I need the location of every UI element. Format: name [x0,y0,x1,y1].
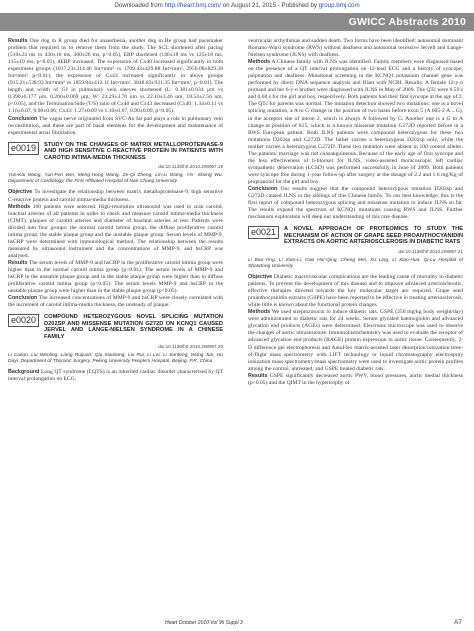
abstract-header-e0019 [8,142,223,162]
right-column [248,38,463,387]
page-number: A7 [454,619,462,626]
methods-paragraph-e0020 [248,59,463,186]
objective-text: To investigate the relationship between matrix metalloproteinase-9, high sensitive C-reactive protein and carotid intima-media thickness. [8,189,223,203]
left-column [8,38,223,383]
abstract-id: e0021 [248,226,279,239]
download-banner [0,2,474,9]
conclusion-paragraph-e0019 [8,295,223,309]
results-text: GSPE significantly decreased aortic PWV, blood pressures, aortic medial thickness (p<0.05) and the QIMT in the hypertrophy of [248,372,463,386]
abstract-header-e0021 [248,226,463,246]
methods-paragraph-e0021 [248,309,463,372]
objective-text: Diabetic macrovascular complications are the leading cause of mortality in diabetic patients. To prevent the development of this disease and to improve advanced arteriosclerotic, effective therapies directed towards the key molecular target are required. Grape seed proanthocyanidin extracts (GSPE) have been reported to be effective in treating arteriosclerosis, while little is known about the functional protein changes. [248,274,463,309]
objective-label: Objective [8,189,33,196]
objective-paragraph-e0021 [248,274,463,309]
abstract-authors: Li Culian, Liu Wenling, Liang Ruijuan, Qiu Xiaoliang, Liu Rui, Li Lei, Li Jianfeng, Wang Jun, Hu Dayi. Department of Thoracic Surgery, Peking University People's Hospital, Beijing, P.R. China [8,352,223,364]
results-label: Results [8,259,28,266]
conclusion-text: Our results suggest that the compound heterozygous mutation D202sp and G272D caused JLNS in the siblings of this Chinese family. To our best knowledge, this is the first report of compound heterozygous splicing and missense mutation to induce JLNS so far. The results expand the spectrum of KCNQ1 mutations causing RWS and JLNS. Further mechanism exploration will deep our understanding of this rare disease. [248,185,463,221]
results-paragraph [8,38,223,116]
methods-text: A Chinese family with JLNS was identified. Family members were diagnosed based on the presence of a QT interval prolongation on 12-lead ECG and a history of syncope, palpitation and deafness. Mutational screening in the KCNQ1 potassium channel gene was performed by direct DNA sequence analysis and Blast with NCBI. Results: A female 12-y-o proband and her 6-y-o brother were diagnosed with JLNS in May of 2009. The QTc were 0.59 s and 0.60 s for the girl and boy, respectively. Both patients had their first syncope at the age of 2. The QTc for parents was normal. The mutation detection showed two mutations: one is a novel splicing mutation, a A to G change in the position of two bases before exon 5 (A 605-2 A→G), in the acceptor site of intron 2, which is always A followed by G. Another one is a G to A change at position of 815, which is a known missense mutation G272D reported before in a RWS European patient. Both JLNS patients were compound heterozygous for these two mutations D202sp and G272D. The father carries a heterozygous D202sp only, while the mother carries a heterozygous G272D. These two mutation were absent in 100 control alleles. The patients' marriage was not consanguineous. Because of the early age of first syncope and the less effectiveness of b-blocker for JLNS, video-assisted thoracoscopic left cardiac sympathetic denervation (LCSD) was performed successfully in June of 2009. Both patients were syncope free during 1-year follow-up after surgery at the dosage of 2.2 and 1.6 mg/Kg of propranolol for the girl and boy. [248,59,463,185]
abstract-id: e0020 [8,314,39,327]
abstract-title: A NOVEL APPROACH OF PROTEOMICS TO STUDY THE MECHANISM OF ACTION OF GRAPE SEED PROANTHOCYANIDIN EXTRACTS ON AORTIC ARTERIOSCLEROSIS IN DIABETIC RATS [284,226,463,246]
objective-label: Objective [248,274,273,281]
methods-text: We used streptozotocin to induce diabetic rats. GSPE (250 mg/kg body weight/day) were administrated to diabetic rats for 24 weeks. Serum glycated haemoglobin and advanced glycation end products (AGEs) were determined. Electronic microscope was used to observe the changes of aortic ultrastructure. Immunohistochemistry was used to evaluate the receptor of advanced glycation end products (RAGE) protein expression in aortic tissue. Consequently, 2-D difference gel electrophoresis and AutoFlex matrix-assisted laser desorption/ionization time-of-flight mass spectrometry with LIFT technology or liquid chromatography electrospray ionization mass spectrometry/mass spectrometry were used to investigate aortic protein profiles among the control, untreated, and GSPE treated diabetic rats. [248,309,463,372]
results-paragraph-e0019 [8,260,223,295]
abstract-doi: doi:10.1136/hrt.2010.208967.21 [398,249,463,254]
conclusion-label: Conclusion [8,115,38,122]
results-paragraph-e0021 [248,373,463,387]
abstract-authors: Li Bao-Ying, Li Xiao-Li, Gao Hai-Qing, Cheng Mei, Xu Ling, Li Xian-Hua. Qi-Lu Hospital of Shandong University [248,258,463,270]
methods-label: Methods [248,59,271,66]
methods-label: Methods [8,203,31,210]
conclusion-paragraph-e0020 [248,186,463,221]
methods-text: 100 patients were selected. High-resolution ultrasound was used to scan carotid, brachial arteries of all patients in order to check and measure carotid intima-media thickness (CIMT), plaques of carotid arteries and diameter of brachial arteries at rest. Patients were divided into four groups: the normal carotid intima group, the diffuse proliferative carotid intima group, the stable plaque group and the unstable plaque group. Serum levels of MMP-9, hsCRP were determined with immunological method. The relationship between the results measured by ultrasound instrument and the concentrations of MMP-9, and hsCRP was analysed. [8,203,224,259]
background-text: Long QT syndrome (LQTS) is an inherited cardiac disorder characterised by QT interval prolongation on ECG, [8,368,223,382]
conclusion-text: The vagus nerve originated from SVC-Ao fat pad plays a role in pulmonary vein reconstitution, and these are part of basal elements for the development and maintenance of experimental atrial fibrillation. [8,115,223,136]
download-prefix: Downloaded from [114,2,163,9]
publisher-link[interactable]: group.bmj.com [318,2,360,9]
journal-footer: Heart October 2010 Vol 96 Suppl 3 [165,620,243,626]
conclusion-paragraph [8,116,223,137]
results-label: Results [248,372,268,379]
methods-paragraph [8,204,223,260]
continued-paragraph: ventricular arrhythmias and sudden death. Two forms have been identified: autosomal dominant Romano-Ward syndrome (RWS) without deafness and autosomal recessive Jervell and Lange-Nielsen syndrome (JLNS) with deafness. [248,38,463,59]
journal-header-bar [0,13,474,31]
results-text: The serum levels of MMP-9 and hsCRP in the proliferative carotid intima group were higher than in the normal carotid intima group (p<0.01). The serum levels of MMP-9 and hsCRP in the unstable plaque group and in the stable plaque group were higher than in diffuse proliferative carotid intima group (p<0.05). The serum levels MMP-9 and hsCRP in the unstable plaque group were higher than in the stable plaque group (p<0.05). [8,259,223,295]
results-text: One dog in R group died for anaesthesia, another dog in Re group had pacemaker problem that required us to remove them from the study. The SCL shortened after pacing (510±24 ms vs 430±18 ms, 300±26 ms, p<0.05), ERP shortened (146±18 ms vs 125±18 ms, 115±19 ms, p<0.01), dERP increased. The expression of Cx40 increased significantly in both experiment groups (1017.23±314.46 Int×mm² vs 1709.43±429.88 Int×mm², 2956.08±829.38 Int×mm² p<0.01), the expression of Cx43 increased significantly in above groups (915.21±538.93 Int×mm² vs 1859.94±412.11 Int×mm², 3048.83±931.35 Int×mm², p<0.01). The length and width of GJ in pulmonary vein sleeves shortened (L: 0.381±0.034 μm vs 0.390±0.177 μm, 0.260±0.069 μm; W: 23.29±3.70 nm vs 22.10±3.46 nm, 18.54±2.56 nm, p<0.05), and the Termination/Side (T/S) ratio of Cx40 and Cx43 decreased (Cx40: 1.34±0.11 vs 1.16±0.07, 0.98±0.06; Cx43: 1.27±0.09 vs 1.10±0.07, 0.90±0.09, p<0.05). [8,38,223,115]
abstract-doi: doi:10.1136/hrt.2010.208967.19 [158,164,223,170]
methods-label: Methods [248,309,271,316]
download-url-link[interactable]: http://heart.bmj.com/ [164,2,221,9]
results-label: Results [8,38,28,44]
conclusion-label: Conclusion [8,295,38,302]
download-middle: on August 21, 2015 - Published by [222,2,317,9]
background-paragraph [8,369,223,383]
abstract-id: e0019 [8,142,39,155]
abstract-title: STUDY ON THE CHANGES OF MATRIX METALLOPROTEINASE-9 AND HIGH SENSITIVE C-REACTIVE PROTEIN IN PATIENTS WITH CAROTID INTIMA-MEDIA THICKNESS [44,141,223,161]
background-label: Background [8,368,40,375]
abstract-authors: Yun-Kai Wang, Yun-Fen Wei, Meng-Hong Wang, Ze-Qi Zheng, Lin-Li Wang, Yin- Sheng Wu. Department of Cardiology, the First Affiliated Hospital of Nan Chang University [8,173,223,185]
abstract-header-e0020 [8,314,223,340]
abstract-title: COMPOUND HETEROZYGOUS NOVEL SPLICING MUTATION D202SP AND MISSENSE MUTATION G272D ON KCNQ1 CAUSED JERVEL AND LANGE-NIELSEN SYNDROME IN A CHINESE FAMILY [44,314,223,341]
journal-section-title: GWICC Abstracts 2010 [348,16,466,28]
conclusion-text: The increased concentrations of MMP-9 and hsCRP were closely correlated with the increment of carotid intima-media thickness, the unsteady of plaque. [8,295,223,309]
conclusion-label: Conclusion [248,185,278,192]
abstract-doi: doi:10.1136/hrt.2010.208967.20 [158,343,223,349]
objective-paragraph [8,189,223,203]
